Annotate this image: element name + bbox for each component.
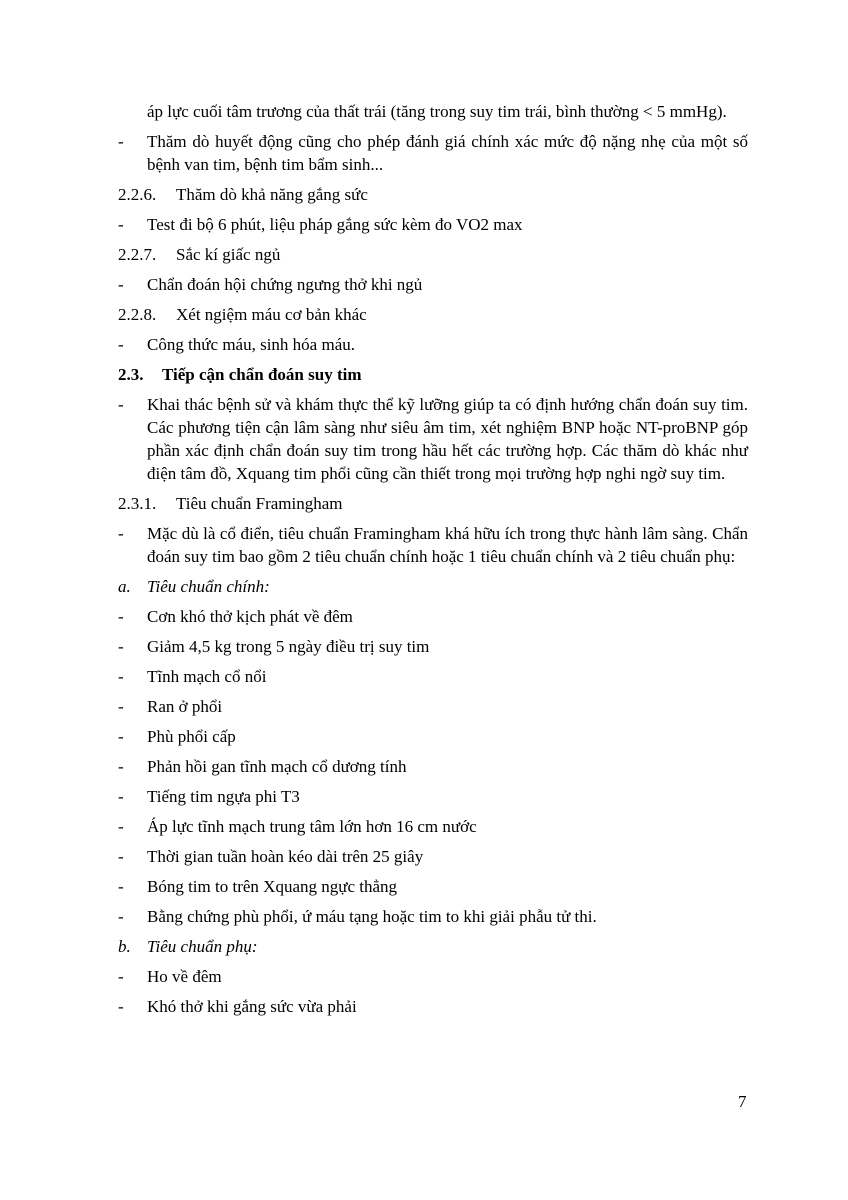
heading-text: Tiêu chuẩn chính: [147, 577, 270, 596]
bullet-text: Phản hồi gan tĩnh mạch cổ dương tính [147, 757, 407, 776]
heading-number: 2.2.6. [118, 185, 157, 204]
subsection-heading [118, 183, 748, 206]
bullet-text: Khó thở khi gắng sức vừa phải [147, 997, 357, 1016]
heading-text: Tiêu chuẩn Framingham [176, 494, 343, 513]
bullet-dash: - [118, 877, 124, 896]
bullet-text: Phù phổi cấp [147, 727, 236, 746]
bullet-text: Áp lực tĩnh mạch trung tâm lớn hơn 16 cm nước [147, 817, 477, 836]
bullet-item [118, 522, 748, 568]
heading-text: Thăm dò khả năng gắng sức [176, 185, 368, 204]
heading-number: 2.3.1. [118, 494, 157, 513]
heading-text: Tiêu chuẩn phụ: [147, 937, 258, 956]
bullet-item [118, 755, 748, 778]
bullet-item [118, 273, 748, 296]
bullet-item [118, 995, 748, 1018]
bullet-dash: - [118, 607, 124, 626]
bullet-item [118, 875, 748, 898]
bullet-dash: - [118, 335, 124, 354]
heading-number: b. [118, 937, 131, 956]
bullet-dash: - [118, 637, 124, 656]
bullet-text: Ran ở phổi [147, 697, 223, 716]
bullet-dash: - [118, 907, 124, 926]
bullet-dash: - [118, 524, 124, 543]
bullet-dash: - [118, 667, 124, 686]
bullet-text: Bằng chứng phù phổi, ứ máu tạng hoặc tim to khi giải phẫu tử thi. [147, 907, 597, 926]
bullet-item [118, 815, 748, 838]
bullet-text: Giảm 4,5 kg trong 5 ngày điều trị suy tim [147, 637, 430, 656]
bullet-text: Chẩn đoán hội chứng ngưng thở khi ngủ [147, 275, 423, 294]
bullet-text: Bóng tim to trên Xquang ngực thẳng [147, 877, 398, 896]
bullet-dash: - [118, 967, 124, 986]
bullet-text: Tiếng tim ngựa phi T3 [147, 787, 300, 806]
page-body [118, 100, 748, 1018]
bullet-dash: - [118, 395, 124, 414]
bullet-text: Tĩnh mạch cổ nổi [147, 667, 267, 686]
bullet-item [118, 845, 748, 868]
bullet-item [118, 665, 748, 688]
bullet-item [118, 213, 748, 236]
bullet-text: Test đi bộ 6 phút, liệu pháp gắng sức kèm đo VO2 max [147, 215, 523, 234]
heading-number: 2.2.7. [118, 245, 157, 264]
bullet-text: Cơn khó thở kịch phát về đêm [147, 607, 353, 626]
section-heading [118, 363, 748, 386]
page-number: 7 [738, 1092, 747, 1111]
bullet-dash: - [118, 847, 124, 866]
bullet-dash: - [118, 787, 124, 806]
subsection-heading [118, 303, 748, 326]
bullet-text: Công thức máu, sinh hóa máu. [147, 335, 355, 354]
bullet-dash: - [118, 697, 124, 716]
criteria-heading [118, 575, 748, 598]
bullet-item [118, 635, 748, 658]
bullet-text: Khai thác bệnh sử và khám thực thể kỹ lưỡng giúp ta có định hướng chẩn đoán suy tim. Các phương tiện cận lâm sàng như siêu âm tim, xét nghiệm BNP hoặc NT-proBNP góp phần xác định chẩn đoán suy tim trong hầu hết các trường hợp. Các thăm dò khác như điện tâm đồ, Xquang tim phổi cũng cần thiết trong mọi trường hợp nghi ngờ suy tim. [147, 395, 748, 483]
bullet-item [118, 725, 748, 748]
bullet-dash: - [118, 817, 124, 836]
bullet-dash: - [118, 275, 124, 294]
bullet-item [118, 605, 748, 628]
continued-paragraph: áp lực cuối tâm trương của thất trái (tăng trong suy tim trái, bình thường < 5 mmHg). [147, 102, 727, 121]
bullet-dash: - [118, 997, 124, 1016]
heading-text: Sắc kí giấc ngủ [176, 245, 281, 264]
heading-number: a. [118, 577, 131, 596]
subsection-heading [118, 243, 748, 266]
bullet-text: Thăm dò huyết động cũng cho phép đánh giá chính xác mức độ nặng nhẹ của một số bệnh van tim, bệnh tim bẩm sinh... [147, 132, 748, 174]
subsection-heading [118, 492, 748, 515]
bullet-item [118, 393, 748, 485]
bullet-item [118, 333, 748, 356]
bullet-dash: - [118, 757, 124, 776]
bullet-dash: - [118, 727, 124, 746]
bullet-item [118, 695, 748, 718]
bullet-text: Ho về đêm [147, 967, 222, 986]
bullet-dash: - [118, 215, 124, 234]
heading-text: Xét ngiệm máu cơ bản khác [176, 305, 367, 324]
bullet-dash: - [118, 132, 124, 151]
bullet-item [118, 785, 748, 808]
bullet-item [118, 130, 748, 176]
bullet-item [118, 965, 748, 988]
heading-number: 2.2.8. [118, 305, 157, 324]
criteria-heading [118, 935, 748, 958]
bullet-text: Thời gian tuần hoàn kéo dài trên 25 giây [147, 847, 424, 866]
bullet-item [118, 905, 748, 928]
heading-number: 2.3. [118, 365, 144, 384]
heading-text: Tiếp cận chẩn đoán suy tim [162, 365, 362, 384]
bullet-text: Mặc dù là cổ điển, tiêu chuẩn Framingham khá hữu ích trong thực hành lâm sàng. Chẩn đoán suy tim bao gồm 2 tiêu chuẩn chính hoặc 1 tiêu chuẩn chính và 2 tiêu chuẩn phụ: [147, 524, 748, 566]
